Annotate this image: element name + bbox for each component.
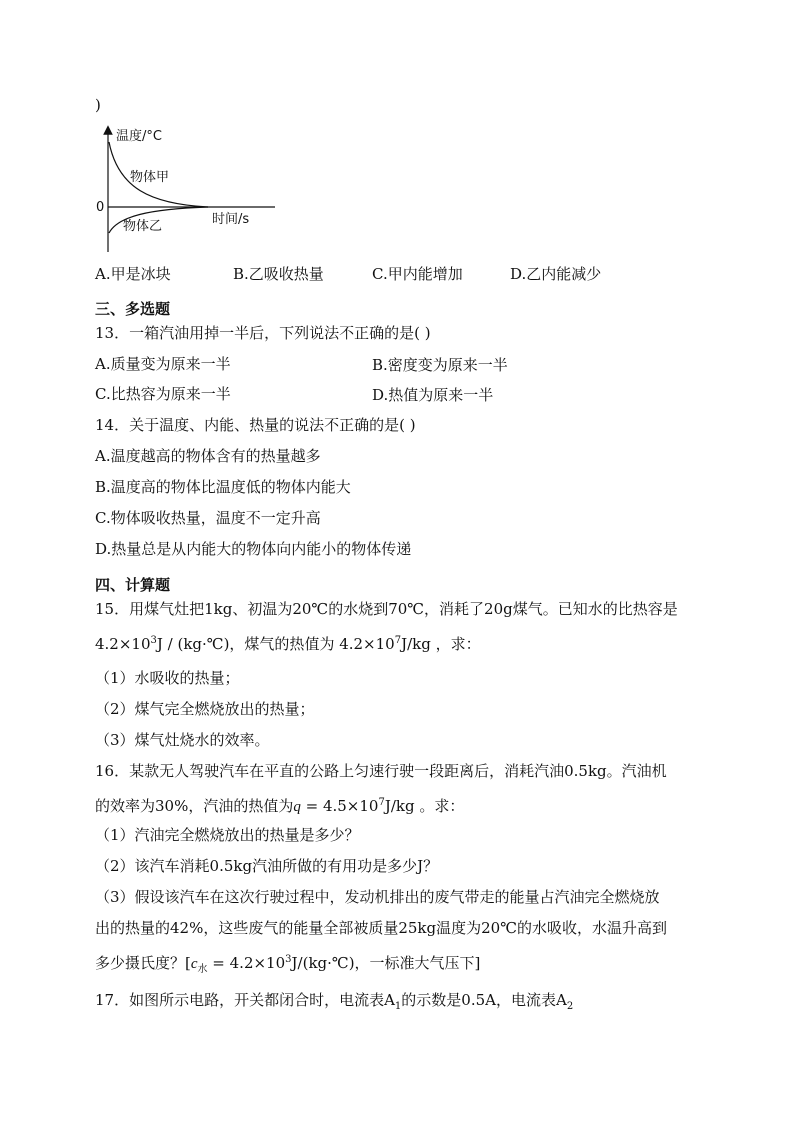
- q16-p3-text-d: J/(kg·℃)，一标准大气压下]: [291, 954, 481, 972]
- q15-part-2: （2）煤气完全燃烧放出的热量；: [95, 700, 315, 718]
- q16-symbol-q: q: [293, 799, 301, 815]
- q16-p3-exp: 3: [285, 954, 292, 965]
- q13-option-c: C.比热容为原来一半: [95, 385, 231, 403]
- y-axis-label: 温度/°C: [116, 129, 162, 144]
- section-title-calculation: 四、计算题: [95, 576, 171, 594]
- q16-text-a: 的效率为30%，汽油的热值为: [95, 797, 294, 815]
- q15-sci-a: 4.2×10: [95, 635, 151, 653]
- q15-line-1: 15．用煤气灶把1kg、初温为20℃的水烧到70℃，消耗了20g煤气。已知水的比热容是: [95, 600, 678, 618]
- q16-part-3-line-3: [95, 950, 480, 980]
- q14-option-c: C.物体吸收热量，温度不一定升高: [95, 509, 321, 527]
- q16-exp: 7: [378, 797, 385, 808]
- q14-stem: 14．关于温度、内能、热量的说法不正确的是( ): [95, 416, 416, 434]
- q14-option-d: D.热量总是从内能大的物体向内能小的物体传递: [95, 540, 412, 558]
- curve-b-label: 物体乙: [123, 219, 163, 234]
- q16-part-1: （1）汽油完全燃烧放出的热量是多少？: [95, 826, 360, 844]
- q14-option-a: A.温度越高的物体含有的热量越多: [95, 447, 321, 465]
- temperature-time-graph: [90, 118, 290, 258]
- q12-option-b: B.乙吸收热量: [233, 265, 324, 283]
- origin-label: 0: [96, 200, 105, 215]
- q15-part-3: （3）煤气灶烧水的效率。: [95, 731, 270, 749]
- q16-part-2: （2）该汽车消耗0.5kg汽油所做的有用功是多少J？: [95, 857, 439, 875]
- q16-line-1: 16．某款无人驾驶汽车在平直的公路上匀速行驶一段距离后，消耗汽油0.5kg。汽油机: [95, 762, 667, 780]
- q14-option-b: B.温度高的物体比温度低的物体内能大: [95, 478, 351, 496]
- q13-stem: 13．一箱汽油用掉一半后，下列说法不正确的是( ): [95, 324, 431, 342]
- q16-p3-text-a: 多少摄氏度？[: [95, 954, 191, 972]
- x-axis-label: 时间/s: [212, 212, 250, 227]
- q17-text-b: 的示数是0.5A，电流表A: [401, 991, 567, 1009]
- q13-option-a: A.质量变为原来一半: [95, 355, 231, 373]
- q13-option-d: D.热值为原来一半: [372, 386, 494, 404]
- q15-part-1: （1）水吸收的热量；: [95, 669, 240, 687]
- q15-exp-2: 7: [394, 635, 402, 646]
- q16-p3-text-b: = 4.2×10: [207, 954, 286, 972]
- q16-text-b: = 4.5×10: [300, 797, 379, 815]
- q15-exp-1: 3: [150, 635, 157, 646]
- q16-text-c: J/kg 。求：: [384, 797, 465, 815]
- q16-part-3-line-2: 出的热量的42%，这些废气的能量全部被质量25kg温度为20℃的水吸收，水温升高到: [95, 919, 667, 937]
- q16-line-2: [95, 793, 464, 817]
- q13-option-b: B.密度变为原来一半: [372, 356, 508, 374]
- q17-sub-2: 2: [566, 1001, 574, 1012]
- q15-sci-b: J / (kg·℃)，煤气的热值为 4.2×10: [156, 635, 395, 653]
- q12-option-d: D.乙内能减少: [510, 265, 602, 283]
- q12-option-a: A.甲是冰块: [95, 265, 171, 283]
- q17-line-1: [95, 990, 573, 1017]
- question-fragment: ): [95, 96, 101, 114]
- q16-part-3-line-1: （3）假设该汽车在这次行驶过程中，发动机排出的废气带走的能量占汽油完全燃烧放: [95, 888, 660, 906]
- section-title-multiple-choice: 三、多选题: [95, 300, 171, 318]
- q17-text-a: 17．如图所示电路，开关都闭合时，电流表A: [95, 991, 395, 1009]
- curve-a-label: 物体甲: [130, 170, 170, 185]
- q15-sci-c: J/kg ，求：: [401, 635, 481, 653]
- q16-sub-water: 水: [197, 964, 208, 975]
- q16-symbol-c: c: [190, 956, 198, 972]
- q12-option-c: C.甲内能增加: [372, 265, 463, 283]
- q17-sub-1: 1: [394, 1001, 402, 1012]
- q15-line-2: [95, 631, 481, 654]
